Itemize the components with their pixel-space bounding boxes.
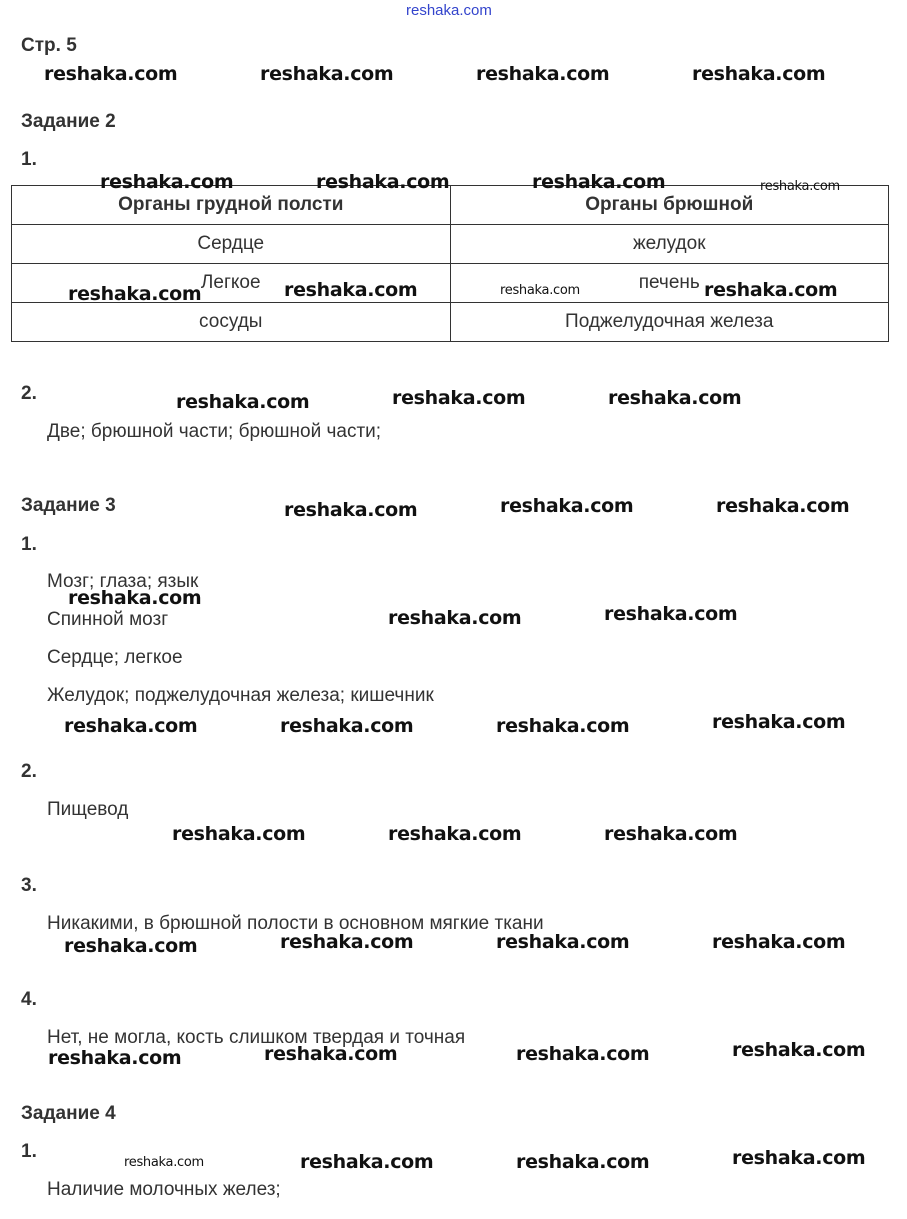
watermark: reshaka.com	[260, 63, 394, 85]
watermark: reshaka.com	[280, 715, 414, 737]
watermark: reshaka.com	[476, 63, 610, 85]
table-cell: Легкое	[12, 264, 451, 303]
task3-answer-1-line: Спинной мозг	[47, 609, 169, 630]
watermark: reshaka.com	[712, 711, 846, 733]
watermark: reshaka.com	[496, 931, 630, 953]
task2-title: Задание 2	[21, 111, 116, 132]
watermark: reshaka.com	[176, 391, 310, 413]
task3-q1-number: 1.	[21, 534, 37, 555]
table-header-cell: Органы грудной полсти	[12, 186, 451, 225]
watermark: reshaka.com	[64, 715, 198, 737]
watermark: reshaka.com	[48, 1047, 182, 1069]
watermark: reshaka.com	[604, 823, 738, 845]
watermark: reshaka.com	[264, 1043, 398, 1065]
watermark: reshaka.com	[516, 1043, 650, 1065]
table-cell: сосуды	[12, 303, 451, 342]
watermark: reshaka.com	[284, 279, 418, 301]
task3-title: Задание 3	[21, 495, 116, 516]
task3-answer-1-line: Желудок; поджелудочная железа; кишечник	[47, 685, 434, 706]
watermark: reshaka.com	[692, 63, 826, 85]
task4-answer-1: Наличие молочных желез;	[47, 1179, 281, 1200]
watermark: reshaka.com	[716, 495, 850, 517]
watermark: reshaka.com	[172, 823, 306, 845]
watermark: reshaka.com	[516, 1151, 650, 1173]
watermark: reshaka.com	[68, 587, 202, 609]
table-cell: печень	[450, 264, 889, 303]
table-row	[12, 225, 889, 264]
watermark: reshaka.com	[532, 171, 666, 193]
watermark: reshaka.com	[124, 1155, 204, 1170]
task3-q3-number: 3.	[21, 875, 37, 896]
watermark: reshaka.com	[704, 279, 838, 301]
table-cell: Поджелудочная железа	[450, 303, 889, 342]
watermark: reshaka.com	[732, 1147, 866, 1169]
watermark: reshaka.com	[760, 179, 840, 194]
watermark: reshaka.com	[392, 387, 526, 409]
organs-table	[11, 185, 889, 342]
site-link[interactable]: reshaka.com	[406, 2, 492, 19]
task3-q2-number: 2.	[21, 761, 37, 782]
table-header-cell: Органы брюшной	[450, 186, 889, 225]
task4-q1-number: 1.	[21, 1141, 37, 1162]
watermark: reshaka.com	[604, 603, 738, 625]
task3-answer-1-line: Сердце; легкое	[47, 647, 183, 668]
watermark: reshaka.com	[280, 931, 414, 953]
table-row	[12, 303, 889, 342]
task2-answer-2: Две; брюшной части; брюшной части;	[47, 421, 382, 442]
task2-q2-number: 2.	[21, 383, 37, 404]
watermark: reshaka.com	[388, 607, 522, 629]
watermark: reshaka.com	[712, 931, 846, 953]
watermark: reshaka.com	[732, 1039, 866, 1061]
watermark: reshaka.com	[316, 171, 450, 193]
task3-answer-2: Пищевод	[47, 799, 129, 820]
watermark: reshaka.com	[388, 823, 522, 845]
watermark: reshaka.com	[500, 283, 580, 298]
table-cell: желудок	[450, 225, 889, 264]
table-cell: Сердце	[12, 225, 451, 264]
task3-answer-3: Никакими, в брюшной полости в основном мягкие ткани	[47, 913, 544, 934]
watermark: reshaka.com	[284, 499, 418, 521]
task2-q1-number: 1.	[21, 149, 37, 170]
task3-answer-4: Нет, не могла, кость слишком твердая и точная	[47, 1027, 466, 1048]
watermark: reshaka.com	[68, 283, 202, 305]
watermark: reshaka.com	[300, 1151, 434, 1173]
task3-answer-1-line: Мозг; глаза; язык	[47, 571, 199, 592]
page-label: Стр. 5	[21, 35, 77, 56]
task4-title: Задание 4	[21, 1103, 116, 1124]
watermark: reshaka.com	[64, 935, 198, 957]
watermark: reshaka.com	[496, 715, 630, 737]
watermark: reshaka.com	[608, 387, 742, 409]
watermark: reshaka.com	[44, 63, 178, 85]
task3-q4-number: 4.	[21, 989, 37, 1010]
watermark: reshaka.com	[100, 171, 234, 193]
watermark: reshaka.com	[500, 495, 634, 517]
